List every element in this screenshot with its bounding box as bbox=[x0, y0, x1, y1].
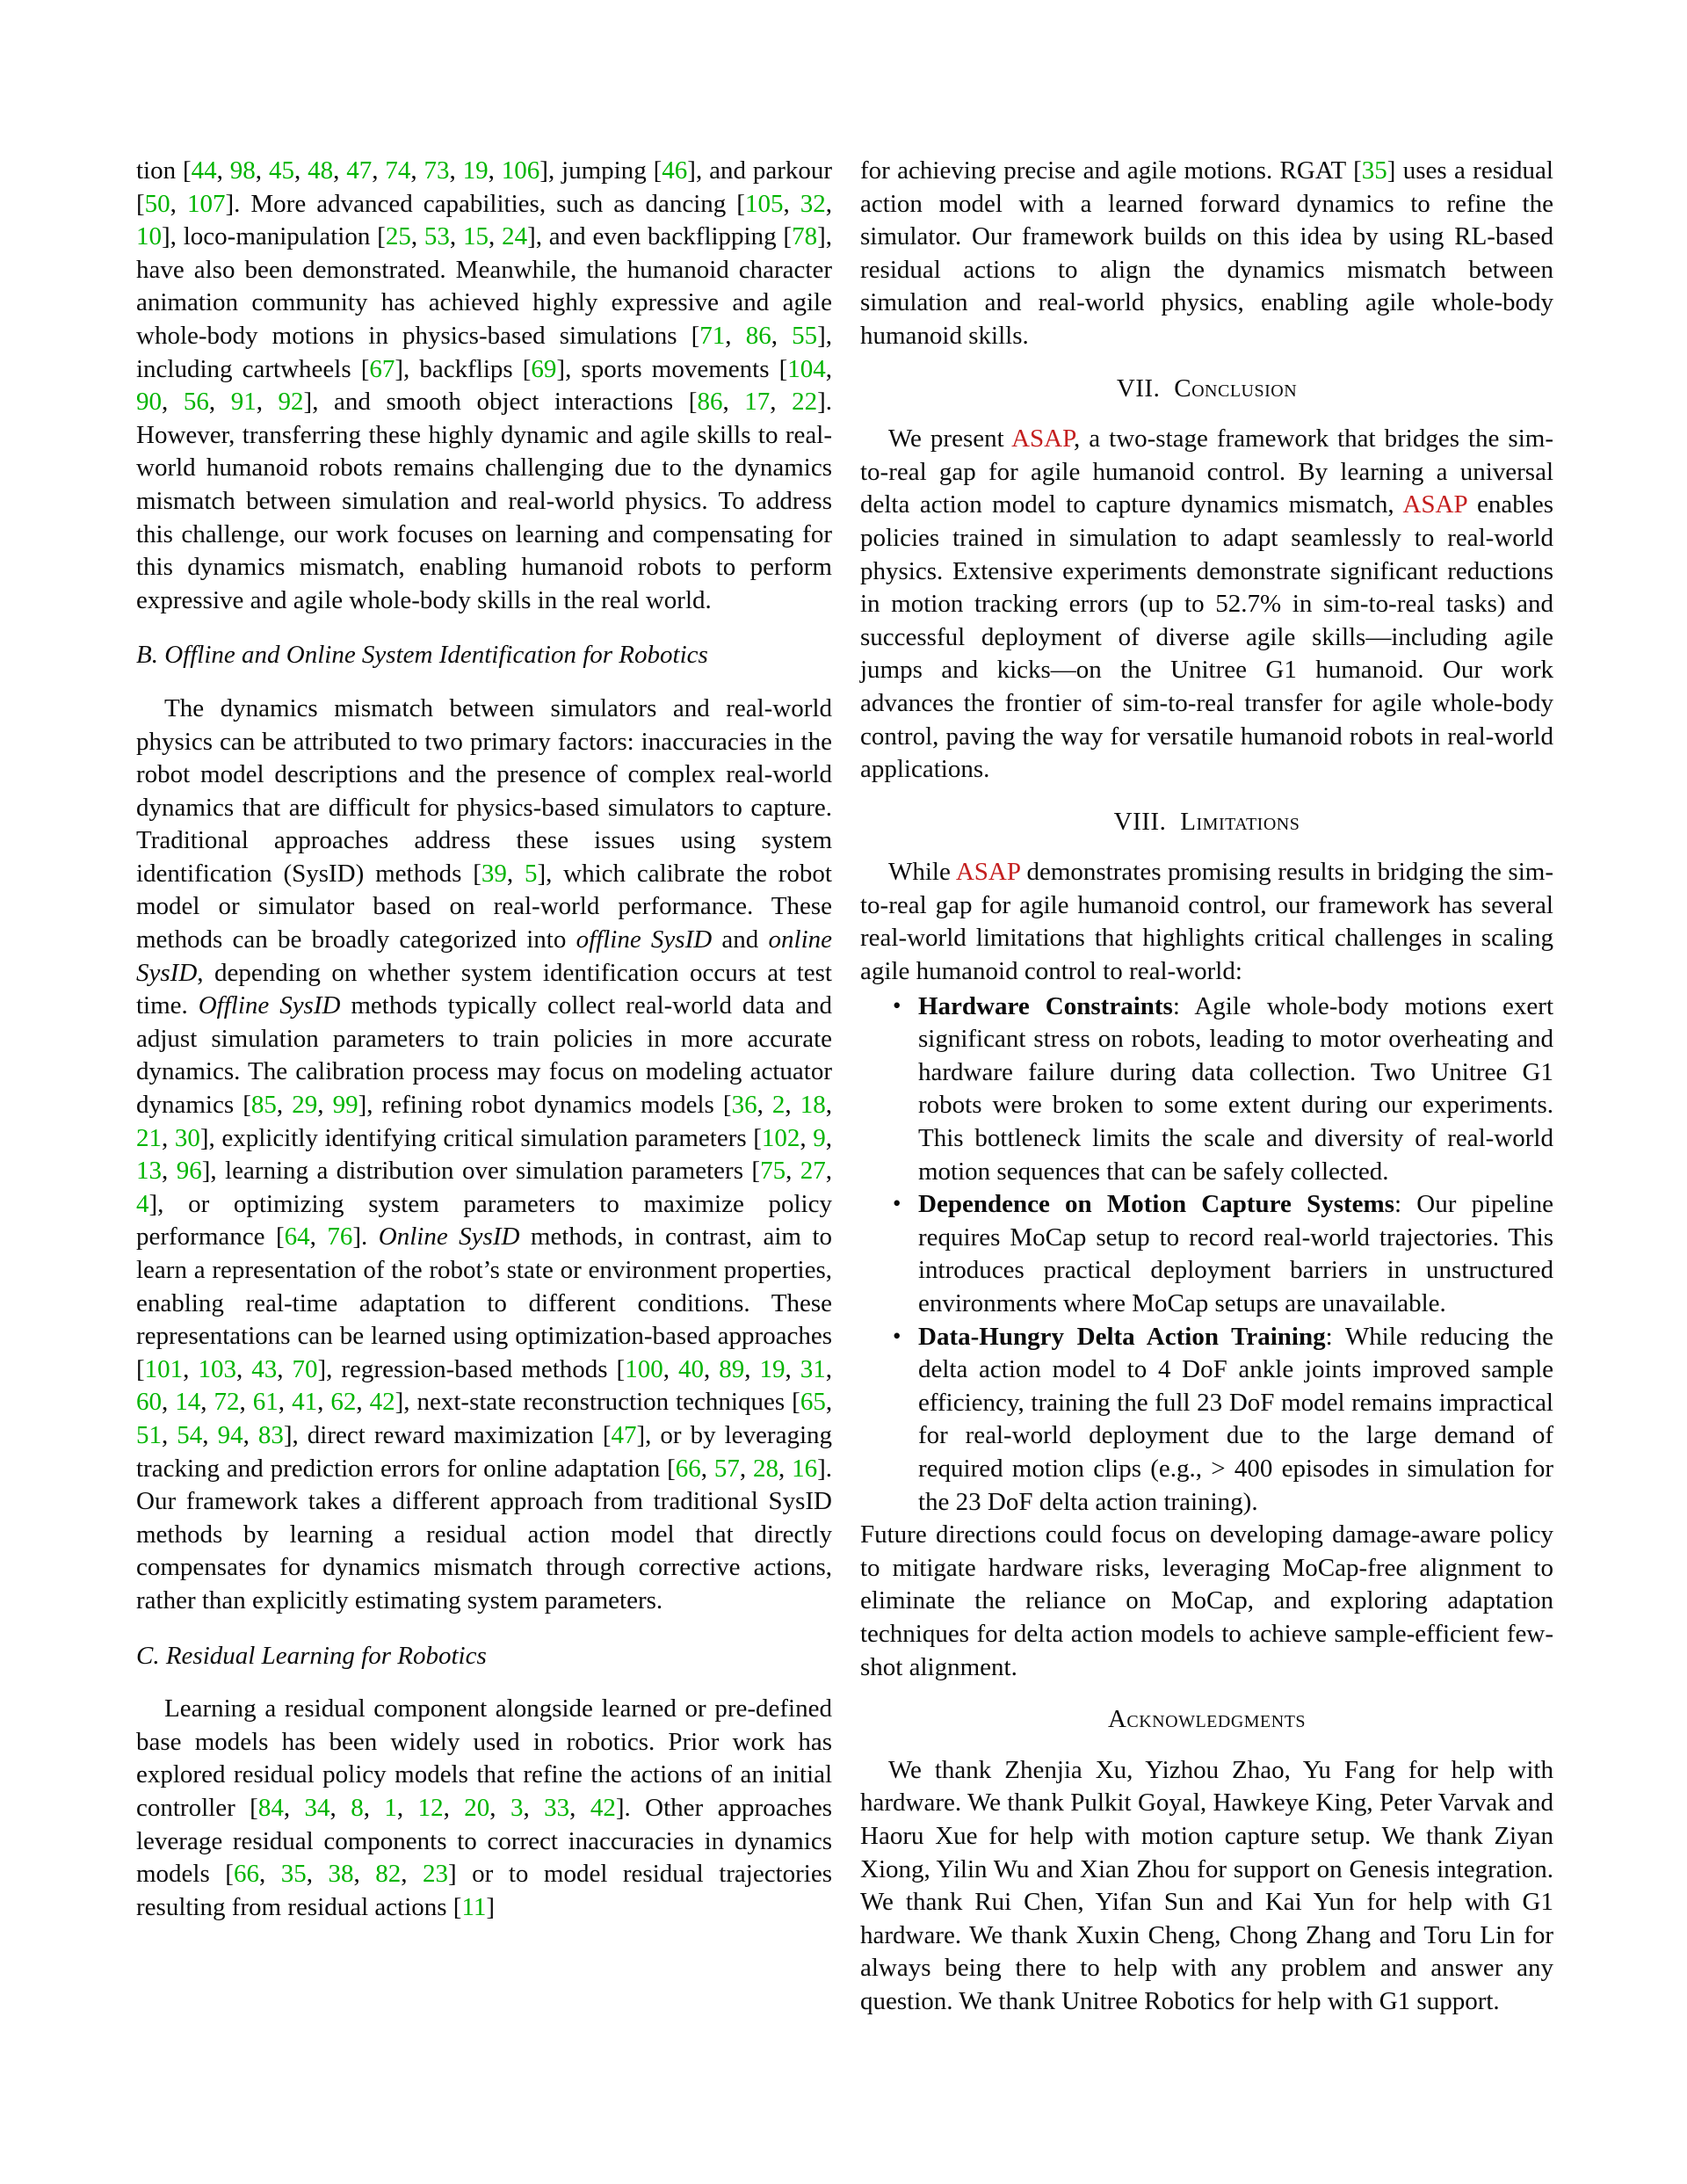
citation-link[interactable]: 18 bbox=[800, 1091, 826, 1120]
citation-link[interactable]: 91 bbox=[230, 388, 257, 417]
citation-link[interactable]: 78 bbox=[792, 222, 818, 251]
para-locomotion-continuation: tion [44, 98, 45, 48, 47, 74, 73, 19, 106], jumping [46], and parkour [50, 107]. More advanced capabilities, such as dancing [105, 32, 10], loco-manipulation [25, 53, 15, 24], and even backflipping [78], have also been demonstrated. Meanwhile, the humanoid character animation community has achieved highly expressive and agile whole-body motions in physics-based simulations [71, 86, 55], including cartwheels [67], backflips [69], sports movements [104, 90, 56, 91, 92], and smooth object interactions [86, 17, 22]. However, transferring these highly dynamic and agile skills to real-world humanoid robots remains challenging due to the dynamics mismatch between simulation and real-world physics. To address this challenge, our work focuses on learning and compensating for this dynamics mismatch, enabling humanoid robots to perform expressive and agile whole-body skills in the real world. bbox=[136, 156, 833, 614]
citation-link[interactable]: 32 bbox=[800, 189, 826, 218]
right-column bbox=[860, 155, 1553, 2018]
citation-link[interactable]: 4 bbox=[136, 1189, 149, 1218]
citation-link[interactable]: 55 bbox=[792, 321, 818, 350]
citation-link[interactable]: 60 bbox=[136, 1388, 162, 1417]
asap-keyword: ASAP bbox=[1402, 490, 1467, 519]
citation-link[interactable]: 15 bbox=[462, 222, 489, 251]
conclusion-heading bbox=[860, 373, 1553, 406]
citation-link[interactable]: 3 bbox=[510, 1793, 524, 1822]
bold-term: Hardware Constraints bbox=[918, 991, 1173, 1020]
citation-link[interactable]: 20 bbox=[464, 1793, 490, 1822]
limitation-item-mocap bbox=[893, 1188, 1553, 1320]
conclusion-heading-numeral: VII. bbox=[1116, 374, 1161, 403]
citation-link[interactable]: 36 bbox=[731, 1091, 757, 1120]
citation-link[interactable]: 96 bbox=[176, 1157, 202, 1186]
citation-link[interactable]: 22 bbox=[792, 388, 818, 417]
left-column bbox=[136, 155, 832, 1924]
citation-link[interactable]: 42 bbox=[590, 1793, 616, 1822]
citation-link[interactable]: 47 bbox=[611, 1420, 637, 1449]
bullet-icon: • bbox=[893, 991, 901, 1019]
citation-link[interactable]: 64 bbox=[284, 1223, 310, 1252]
italic-term: online SysID bbox=[136, 925, 833, 987]
citation-link[interactable]: 82 bbox=[375, 1860, 402, 1889]
citation-link[interactable]: 83 bbox=[257, 1420, 284, 1449]
citation-link[interactable]: 44 bbox=[191, 156, 217, 185]
citation-link[interactable]: 98 bbox=[229, 156, 256, 185]
citation-link[interactable]: 99 bbox=[332, 1091, 358, 1120]
asap-keyword: ASAP bbox=[1011, 424, 1075, 453]
citation-link[interactable]: 51 bbox=[136, 1420, 162, 1449]
citation-link[interactable]: 5 bbox=[524, 859, 538, 888]
citation-link[interactable]: 19 bbox=[462, 156, 489, 185]
bold-term: Dependence on Motion Capture Systems bbox=[918, 1190, 1394, 1219]
citation-link[interactable]: 70 bbox=[292, 1354, 318, 1383]
citation-link[interactable]: 86 bbox=[697, 388, 723, 417]
citation-link[interactable]: 61 bbox=[252, 1388, 279, 1417]
section-b-heading: B. Offline and Online System Identification for Robotics bbox=[136, 641, 708, 670]
citation-link[interactable]: 43 bbox=[251, 1354, 278, 1383]
citation-link[interactable]: 31 bbox=[800, 1354, 826, 1383]
para-residual-learning: Learning a residual component alongside learned or pre-defined base models has been widely used in robotics. Prior work has explored residual policy models that refine the actions of an initial controller [84, 34, 8, 1, 12, 20, 3, 33, 42]. Other approaches leverage residual components to correct inaccuracies in dynamics models [66, 35, 38, 82, 23] or to model residual trajectories resulting from residual actions [11] bbox=[136, 1694, 833, 1921]
citation-link[interactable]: 1 bbox=[384, 1793, 397, 1822]
citation-link[interactable]: 38 bbox=[328, 1860, 354, 1889]
para-rgat-continuation: for achieving precise and agile motions. RGAT [35] uses a residual action model with a learned forward dynamics to refine the simulator. Our framework builds on this idea by using RL-based residual actions to align the dynamics mismatch between simulation and real-world physics, enabling agile whole-body humanoid skills. bbox=[860, 156, 1553, 350]
para-sysid: The dynamics mismatch between simulators and real-world physics can be attributed to two primary factors: inaccuracies in the robot model descriptions and the presence of complex real-world dynamics that are difficult for physics-based simulators to capture. Traditional approaches address these issues using system identification (SysID) methods [39, 5], which calibrate the robot model or simulator based on real-world performance. These methods can be broadly categorized into offline SysID and online SysID, depending on whether system identification occurs at test time. Offline SysID methods typically collect real-world data and adjust simulation parameters to train policies in more accurate dynamics. The calibration process may focus on modeling actuator dynamics [85, 29, 99], refining robot dynamics models [36, 2, 18, 21, 30], explicitly identifying critical simulation parameters [102, 9, 13, 96], learning a distribution over simulation parameters [75, 27, 4], or optimizing system parameters to maximize policy performance [64, 76]. Online SysID methods, in contrast, aim to learn a representation of the robot’s state or environment properties, enabling real-time adaptation to different conditions. These representations can be learned using optimization-based approaches [101, 103, 43, 70], regression-based methods [100, 40, 89, 19, 31, 60, 14, 72, 61, 41, 62, 42], next-state reconstruction techniques [65, 51, 54, 94, 83], direct reward maximization [47], or by leveraging tracking and prediction errors for online adaptation [66, 57, 28, 16]. Our framework takes a different approach from traditional SysID methods by learning a residual action model that directly compensates for dynamics mismatch through corrective actions, rather than explicitly estimating system parameters. bbox=[136, 693, 833, 1614]
limitations-heading-title: Limitations bbox=[1180, 807, 1300, 836]
citation-link[interactable]: 17 bbox=[744, 388, 771, 417]
bold-term: Data-Hungry Delta Action Training bbox=[918, 1322, 1326, 1351]
citation-link[interactable]: 73 bbox=[424, 156, 450, 185]
citation-link[interactable]: 85 bbox=[250, 1091, 277, 1120]
citation-link[interactable]: 28 bbox=[753, 1454, 778, 1483]
citation-link[interactable]: 47 bbox=[346, 156, 373, 185]
citation-link[interactable]: 57 bbox=[713, 1454, 740, 1483]
citation-link[interactable]: 19 bbox=[759, 1354, 786, 1383]
citation-link[interactable]: 24 bbox=[502, 222, 528, 251]
italic-term: offline SysID bbox=[576, 925, 713, 954]
citation-link[interactable]: 16 bbox=[792, 1454, 818, 1483]
citation-link[interactable]: 90 bbox=[136, 388, 162, 417]
citation-link[interactable]: 71 bbox=[699, 321, 726, 350]
citation-link[interactable]: 14 bbox=[175, 1388, 201, 1417]
citation-link[interactable]: 2 bbox=[771, 1091, 786, 1120]
citation-link[interactable]: 54 bbox=[177, 1420, 203, 1449]
section-c-heading: C. Residual Learning for Robotics bbox=[136, 1641, 487, 1670]
limitation-item-hardware bbox=[893, 990, 1553, 1189]
citation-link[interactable]: 27 bbox=[800, 1157, 826, 1186]
citation-link[interactable]: 8 bbox=[351, 1793, 364, 1822]
limitations-list bbox=[860, 990, 1553, 1520]
citation-link[interactable]: 56 bbox=[183, 388, 209, 417]
para-future-directions: Future directions could focus on developing damage-aware policy to mitigate hardware risks, leveraging MoCap-free alignment to eliminate the reliance on MoCap, and exploring adaptation techniques for delta action models to achieve sample-efficient few-shot alignment. bbox=[860, 1520, 1553, 1681]
acknowledgments-heading: Acknowledgments bbox=[1107, 1705, 1307, 1734]
citation-link[interactable]: 66 bbox=[675, 1454, 701, 1483]
citation-link[interactable]: 66 bbox=[233, 1860, 259, 1889]
limitations-heading-numeral: VIII. bbox=[1113, 807, 1167, 836]
limitation-item-text: Data-Hungry Delta Action Training: While reducing the delta action model to 4 DoF ankle joints improved sample efficiency, training the full 23 DoF model remains impractical for real-world deployment due to the large demand of required motion clips (e.g., > 400 episodes in simulation for the 23 DoF delta action training). bbox=[918, 1322, 1553, 1516]
citation-link[interactable]: 50 bbox=[144, 189, 170, 218]
para-limitations-intro: While ASAP demonstrates promising results in bridging the sim-to-real gap for agile humanoid control, our framework has several real-world limitations that highlights critical challenges in scaling agile humanoid control to real-world: bbox=[860, 858, 1553, 986]
limitation-item-text: Hardware Constraints: Agile whole-body motions exert significant stress on robots, leading to motor overheating and hardware failure during data collection. Two Unitree G1 robots were broken to some extent during our experiments. This bottleneck limits the scale and diversity of real-world motion sequences that can be safely collected. bbox=[918, 991, 1553, 1186]
citation-link[interactable]: 40 bbox=[677, 1354, 704, 1383]
citation-link[interactable]: 13 bbox=[136, 1157, 162, 1186]
citation-link[interactable]: 103 bbox=[198, 1354, 236, 1383]
citation-link[interactable]: 62 bbox=[330, 1388, 357, 1417]
citation-link[interactable]: 10 bbox=[136, 222, 162, 251]
para-acknowledgments: We thank Zhenjia Xu, Yizhou Zhao, Yu Fang for help with hardware. We thank Pulkit Goyal, Hawkeye King, Peter Varvak and Haoru Xue for help with motion capture setup. We thank Ziyan Xiong, Yilin Wu and Xian Zhou for support on Genesis integration. We thank Rui Chen, Yifan Sun and Kai Yun for help with G1 hardware. We thank Xuxin Cheng, Chong Zhang and Toru Lin for always being there to help with any problem and answer any question. We thank Unitree Robotics for help with G1 support. bbox=[860, 1755, 1553, 2015]
citation-link[interactable]: 46 bbox=[662, 156, 688, 185]
citation-link[interactable]: 23 bbox=[423, 1860, 448, 1889]
citation-link[interactable]: 104 bbox=[787, 354, 826, 383]
bullet-icon: • bbox=[893, 1190, 901, 1217]
citation-link[interactable]: 107 bbox=[186, 189, 226, 218]
citation-link[interactable]: 105 bbox=[744, 189, 784, 218]
asap-keyword: ASAP bbox=[955, 858, 1020, 887]
citation-link[interactable]: 92 bbox=[278, 388, 304, 417]
conclusion-heading-title: Conclusion bbox=[1174, 374, 1298, 403]
citation-link[interactable]: 106 bbox=[501, 156, 540, 185]
citation-link[interactable]: 53 bbox=[424, 222, 450, 251]
citation-link[interactable]: 11 bbox=[461, 1892, 487, 1921]
limitations-heading bbox=[860, 806, 1553, 839]
citation-link[interactable]: 94 bbox=[217, 1420, 243, 1449]
citation-link[interactable]: 69 bbox=[531, 354, 557, 383]
bullet-icon: • bbox=[893, 1322, 901, 1349]
citation-link[interactable]: 41 bbox=[292, 1388, 318, 1417]
citation-link[interactable]: 34 bbox=[304, 1793, 330, 1822]
citation-link[interactable]: 42 bbox=[369, 1388, 395, 1417]
citation-link[interactable]: 39 bbox=[481, 859, 507, 888]
citation-link[interactable]: 100 bbox=[625, 1354, 663, 1383]
citation-link[interactable]: 89 bbox=[719, 1354, 745, 1383]
italic-term: Offline SysID bbox=[198, 991, 341, 1020]
citation-link[interactable]: 9 bbox=[813, 1123, 826, 1152]
citation-link[interactable]: 25 bbox=[385, 222, 411, 251]
citation-link[interactable]: 76 bbox=[327, 1223, 353, 1252]
citation-link[interactable]: 35 bbox=[280, 1860, 307, 1889]
citation-link[interactable]: 21 bbox=[136, 1123, 162, 1152]
citation-link[interactable]: 84 bbox=[257, 1793, 284, 1822]
citation-link[interactable]: 33 bbox=[544, 1793, 570, 1822]
citation-link[interactable]: 12 bbox=[417, 1793, 444, 1822]
citation-link[interactable]: 35 bbox=[1361, 156, 1387, 185]
citation-link[interactable]: 67 bbox=[369, 354, 395, 383]
limitation-item-data-hungry bbox=[893, 1321, 1553, 1520]
citation-link[interactable]: 30 bbox=[174, 1123, 200, 1152]
citation-link[interactable]: 48 bbox=[308, 156, 334, 185]
italic-term: Online SysID bbox=[378, 1223, 520, 1252]
para-conclusion: We present ASAP, a two-stage framework that bridges the sim-to-real gap for agile humanoid control. By learning a universal delta action model to capture dynamics mismatch, ASAP enables policies trained in simulation to adapt seamlessly to real-world physics. Extensive experiments demonstrate significant reductions in motion tracking errors (up to 52.7% in sim-to-real tasks) and successful deployment of diverse agile skills—including agile jumps and kicks—on the Unitree G1 humanoid. Our work advances the frontier of sim-to-real transfer for agile whole-body control, paving the way for versatile humanoid robots in real-world applications. bbox=[860, 424, 1553, 784]
citation-link[interactable]: 65 bbox=[800, 1388, 826, 1417]
citation-link[interactable]: 72 bbox=[214, 1388, 240, 1417]
citation-link[interactable]: 29 bbox=[292, 1091, 318, 1120]
citation-link[interactable]: 45 bbox=[268, 156, 294, 185]
citation-link[interactable]: 102 bbox=[761, 1123, 800, 1152]
citation-link[interactable]: 74 bbox=[385, 156, 411, 185]
citation-link[interactable]: 75 bbox=[760, 1157, 786, 1186]
citation-link[interactable]: 101 bbox=[144, 1354, 184, 1383]
limitation-item-text: Dependence on Motion Capture Systems: Our pipeline requires MoCap setup to record real-world trajectories. This introduces practical deployment barriers in unstructured environments where MoCap setups are unavailable. bbox=[918, 1190, 1553, 1317]
citation-link[interactable]: 86 bbox=[745, 321, 771, 350]
